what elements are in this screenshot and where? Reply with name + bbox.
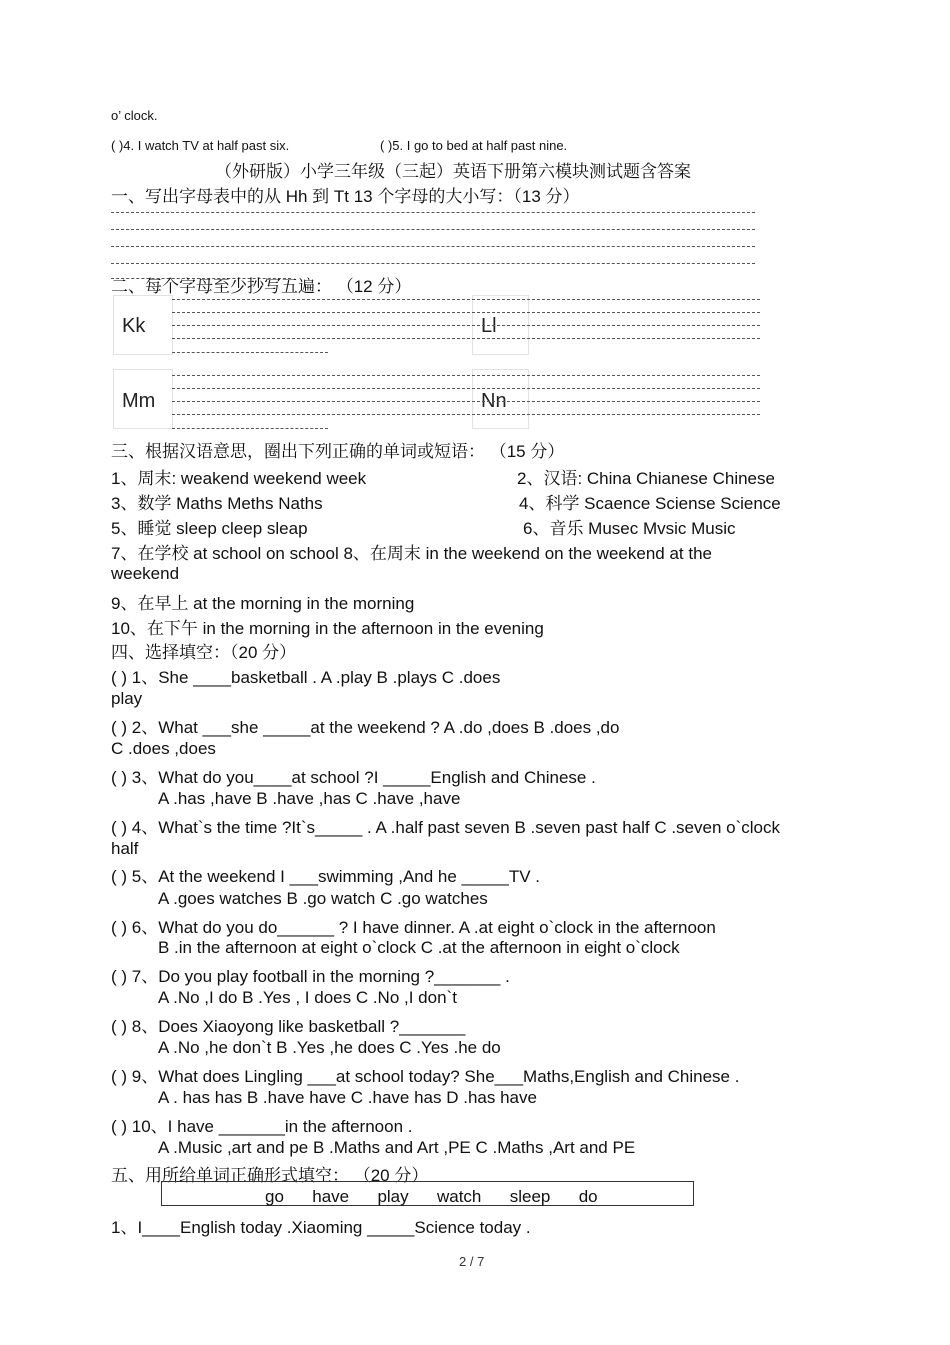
s5-q1: 1、I____English today .Xiaoming _____Science today .: [111, 1218, 531, 1237]
s4-line: ( ) 9、What does Lingling ___at school today? She___Maths,English and Chinese .: [111, 1067, 740, 1086]
s4-line: ( ) 1、She ____basketball . A .play B .plays C .does: [111, 668, 501, 687]
s4-options: A .No ,I do B .Yes , I does C .No ,I don`t: [158, 988, 457, 1007]
page-title: （外研版）小学三年级（三起）英语下册第六模块测试题含答案: [215, 162, 691, 181]
s4-options: A .goes watches B .go watch C .go watches: [158, 889, 488, 908]
section-4-heading: 四、选择填空：（20 分）: [111, 643, 297, 662]
letter-ll: Ll: [481, 315, 497, 337]
s3-q1: 1、周末: weakend weekend week: [111, 469, 367, 488]
top-line-2b: ( )5. I go to bed at half past nine.: [380, 138, 568, 153]
s4-line: ( ) 8、Does Xiaoyong like basketball ?_______: [111, 1017, 466, 1036]
section-1-heading: 一、写出字母表中的从 Hh 到 Tt 13 个字母的大小写：（13 分）: [111, 187, 580, 206]
s4-line: ( ) 7、Do you play football in the morning ?_______ .: [111, 967, 510, 986]
s4-line: ( ) 4、What`s the time ?It`s_____ . A .half past seven B .seven past half C .seven o`clock: [111, 818, 780, 837]
s3-q8-cont: weekend: [111, 564, 180, 583]
s3-q10: 10、在下午 in the morning in the afternoon in the evening: [111, 619, 544, 638]
s3-q2: 2、汉语: China Chianese Chinese: [517, 469, 775, 488]
s4-options: B .in the afternoon at eight o`clock C .at the afternoon in eight o`clock: [158, 938, 680, 957]
s4-line: ( ) 6、What do you do______ ? I have dinner. A .at eight o`clock in the afternoon: [111, 918, 716, 937]
top-line-2a: ( )4. I watch TV at half past six.: [111, 138, 290, 153]
word-box-words: go have play watch sleep do: [265, 1187, 598, 1206]
s3-q3: 3、数学 Maths Meths Naths: [111, 494, 323, 513]
page-number: 2 / 7: [459, 1254, 485, 1269]
s4-line: C .does ,does: [111, 739, 216, 758]
s4-line: half: [111, 839, 139, 858]
letter-nn: Nn: [481, 390, 507, 412]
s4-line: ( ) 3、What do you____at school ?I _____English and Chinese .: [111, 768, 596, 787]
s4-line: ( ) 5、At the weekend I ___swimming ,And he _____TV .: [111, 867, 541, 886]
s4-line: ( ) 2、What ___she _____at the weekend ? A .do ,does B .does ,do: [111, 718, 620, 737]
s3-q7-q8: 7、在学校 at school on school 8、在周末 in the weekend on the weekend at the: [111, 544, 712, 563]
letter-mm: Mm: [122, 390, 156, 412]
s4-options: A . has has B .have have C .have has D .has have: [158, 1088, 537, 1107]
s4-options: A .has ,have B .have ,has C .have ,have: [158, 789, 461, 808]
section-2-heading: 二、每个字母至少抄写五遍： （12 分）: [111, 277, 412, 296]
s3-q5: 5、睡觉 sleep cleep sleap: [111, 519, 308, 538]
s4-line: ( ) 10、I have _______in the afternoon .: [111, 1117, 413, 1136]
s3-q9: 9、在早上 at the morning in the morning: [111, 594, 415, 613]
top-line-1: o’ clock.: [111, 108, 158, 123]
s4-options: A .Music ,art and pe B .Maths and Art ,PE C .Maths ,Art and PE: [158, 1138, 636, 1157]
s3-q4: 4、科学 Scaence Sciense Science: [519, 494, 781, 513]
s4-line: play: [111, 689, 143, 708]
section-3-heading: 三、根据汉语意思，圈出下列正确的单词或短语： （15 分）: [111, 442, 565, 461]
s4-options: A .No ,he don`t B .Yes ,he does C .Yes .he do: [158, 1038, 501, 1057]
letter-kk: Kk: [122, 315, 146, 337]
s3-q6: 6、音乐 Musec Mvsic Music: [523, 519, 736, 538]
section-5-heading: 五、用所给单词正确形式填空： （20 分）: [111, 1166, 429, 1185]
